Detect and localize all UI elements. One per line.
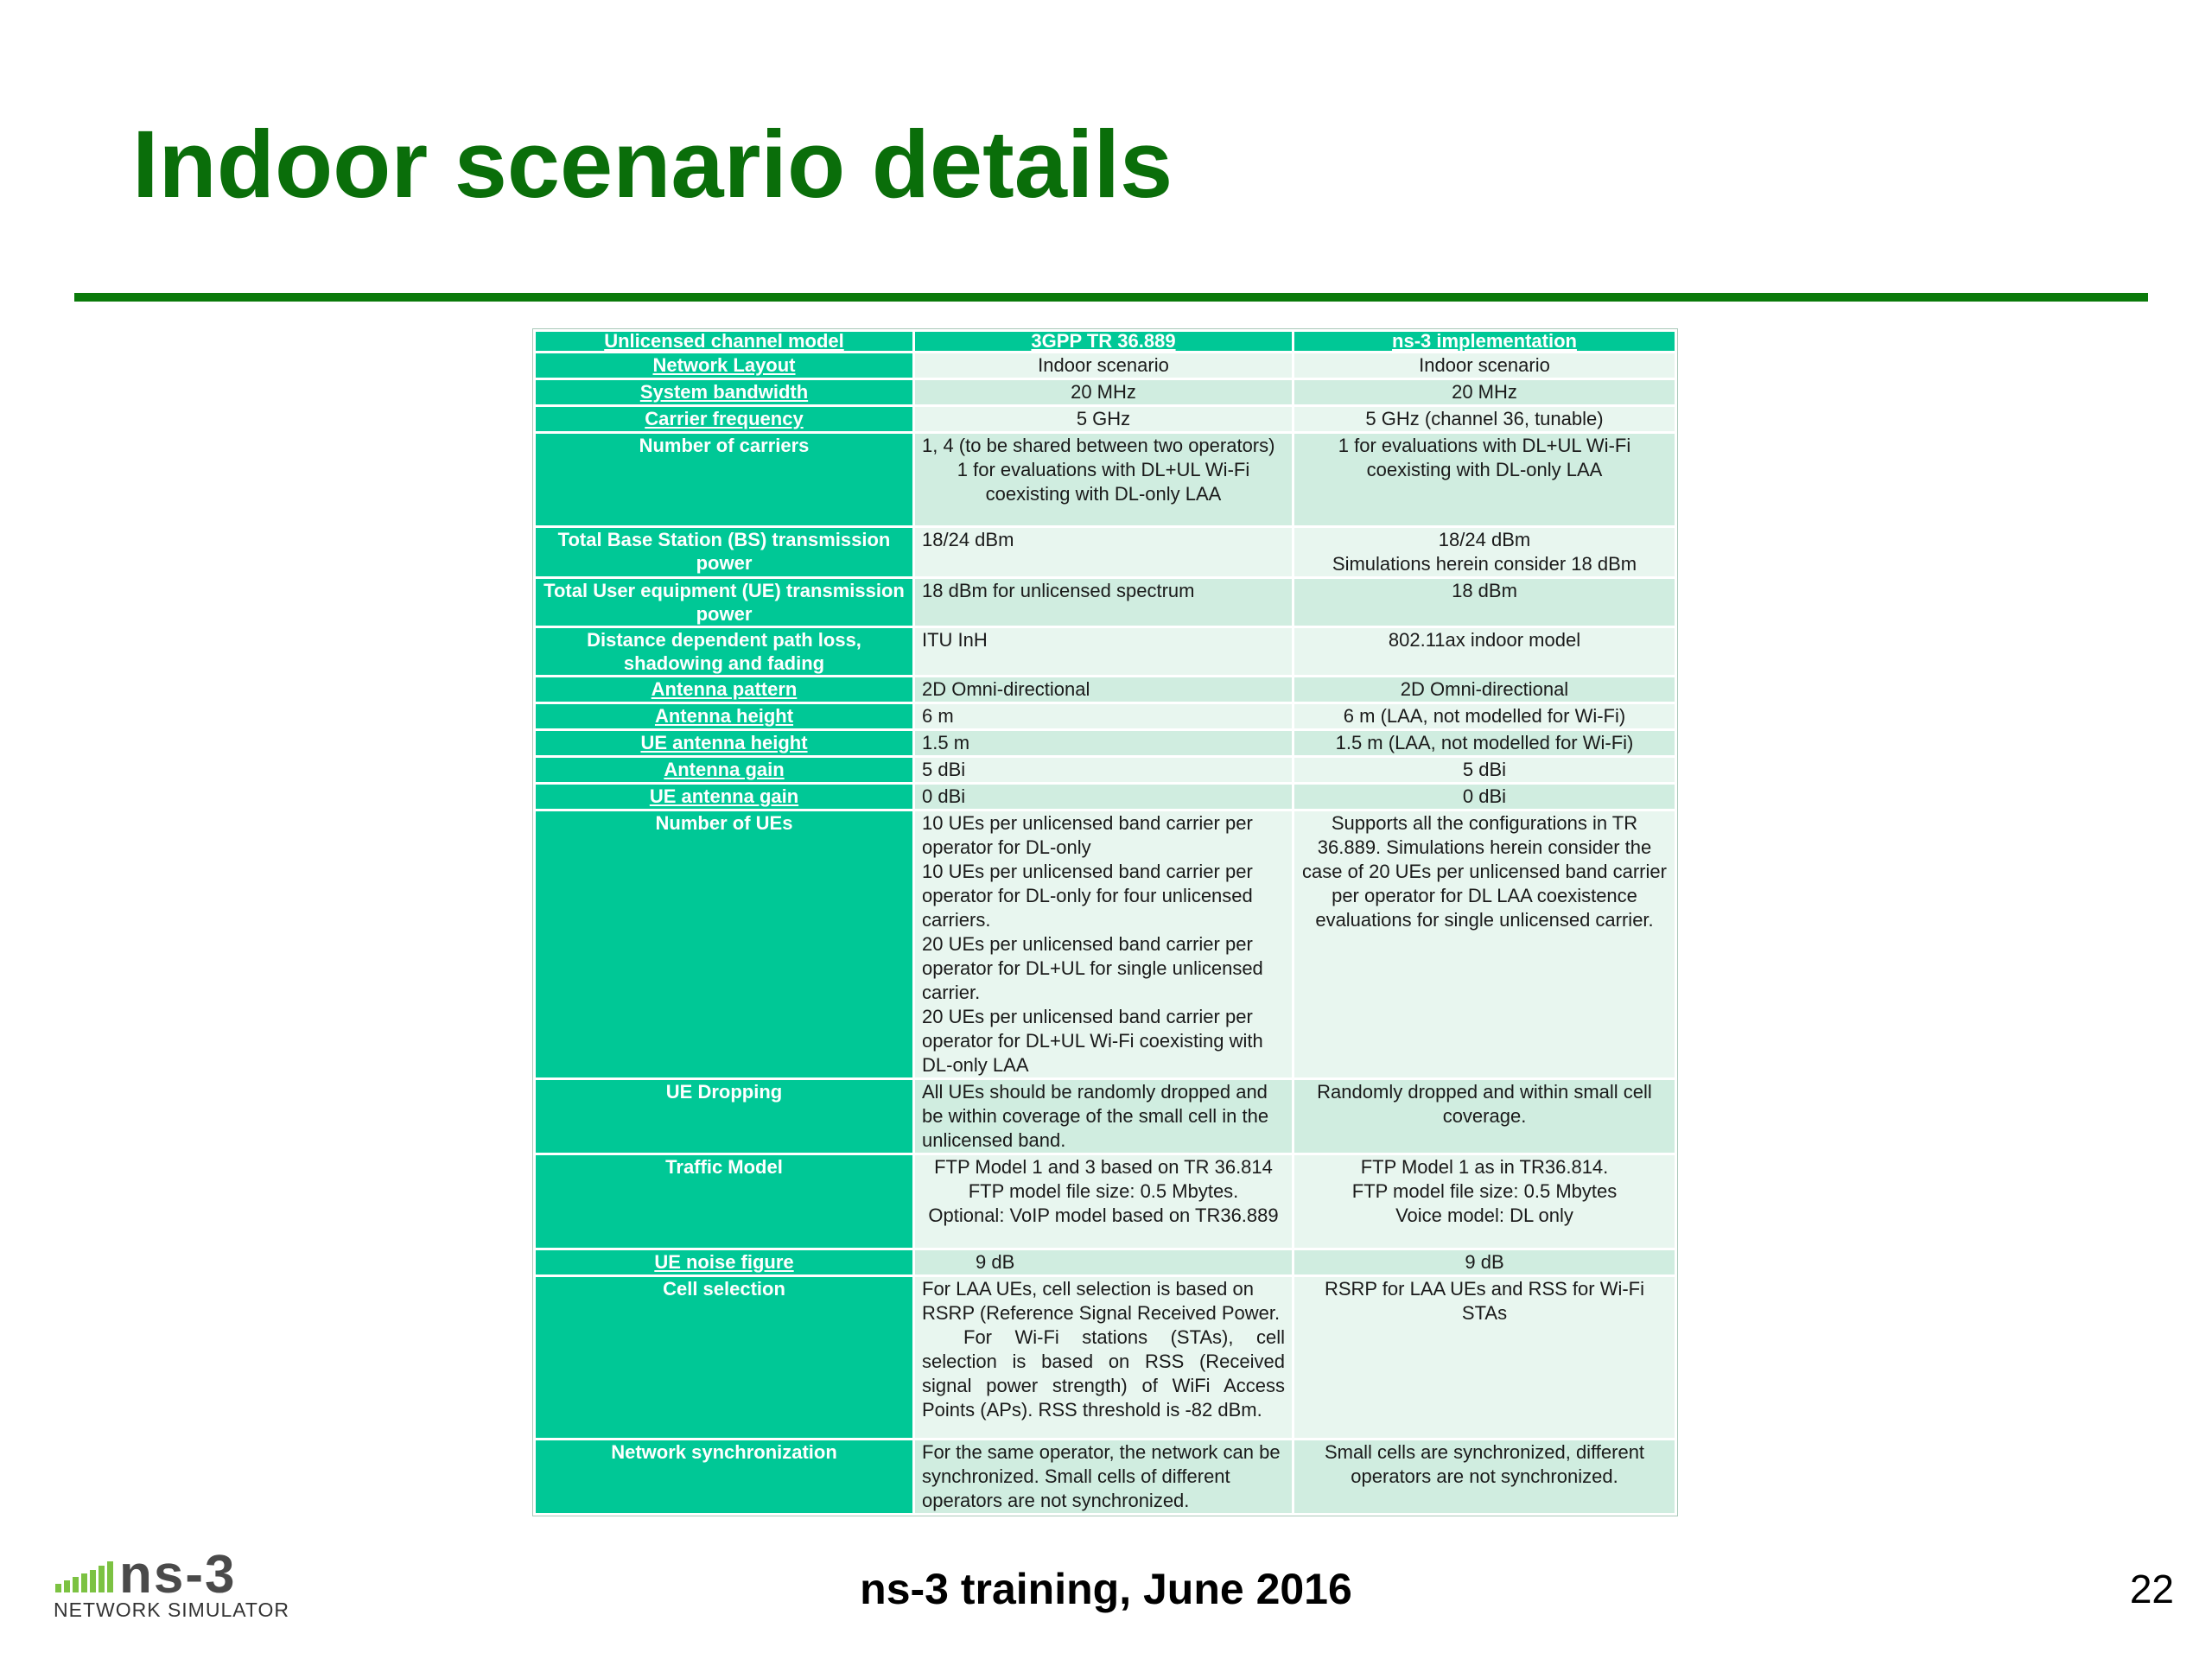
row-label: Network synchronization	[536, 1440, 912, 1513]
page-number: 22	[2129, 1567, 2174, 1611]
cell-ns3: 9 dB	[1294, 1250, 1675, 1274]
cell-3gpp: 0 dBi	[915, 785, 1292, 809]
cell-3gpp: 6 m	[915, 704, 1292, 728]
cell-line: Simulations herein consider 18 dBm	[1332, 553, 1637, 575]
cell-ns3: 6 m (LAA, not modelled for Wi-Fi)	[1294, 704, 1675, 728]
table-row	[536, 1155, 1675, 1248]
row-label: Antenna gain	[536, 758, 912, 782]
cell-line: For Wi-Fi stations (STAs), cell selection is based on RSS (Received signal power strength) of WiFi Access Points (APs). RSS threshold is -82 dBm.	[922, 1326, 1285, 1421]
row-label: Carrier frequency	[536, 407, 912, 431]
row-label: Cell selection	[536, 1277, 912, 1438]
cell-3gpp: All UEs should be randomly dropped and be within coverage of the small cell in the unlicensed band.	[915, 1080, 1292, 1153]
cell-3gpp: 5 GHz	[915, 407, 1292, 431]
table-row	[536, 528, 1675, 576]
cell-3gpp	[915, 1155, 1292, 1248]
table-row	[536, 785, 1675, 809]
header-ns3: ns-3 implementation	[1294, 332, 1675, 351]
cell-ns3: 5 GHz (channel 36, tunable)	[1294, 407, 1675, 431]
table-header-row	[536, 332, 1675, 351]
cell-3gpp: 5 dBi	[915, 758, 1292, 782]
cell-3gpp	[915, 1277, 1292, 1438]
cell-line: FTP Model 1 as in TR36.814.	[1360, 1156, 1609, 1178]
cell-ns3: 1.5 m (LAA, not modelled for Wi-Fi)	[1294, 731, 1675, 755]
cell-3gpp	[915, 434, 1292, 525]
table-row	[536, 1080, 1675, 1153]
spec-table	[533, 329, 1677, 1516]
row-label: UE noise figure	[536, 1250, 912, 1274]
table-row	[536, 434, 1675, 525]
cell-ns3: 0 dBi	[1294, 785, 1675, 809]
cell-ns3	[1294, 528, 1675, 576]
logo-subtitle: NETWORK SIMULATOR	[54, 1599, 289, 1621]
cell-ns3: 20 MHz	[1294, 380, 1675, 404]
table-row	[536, 811, 1675, 1077]
cell-line: For LAA UEs, cell selection is based on RSRP (Reference Signal Received Power.	[922, 1278, 1281, 1324]
spec-table-container	[532, 328, 1678, 1516]
cell-3gpp	[915, 811, 1292, 1077]
cell-line: 10 UEs per unlicensed band carrier per operator for DL-only	[922, 812, 1253, 858]
row-label: Traffic Model	[536, 1155, 912, 1248]
cell-ns3: RSRP for LAA UEs and RSS for Wi-Fi STAs	[1294, 1277, 1675, 1438]
table-row	[536, 1440, 1675, 1513]
table-row	[536, 407, 1675, 431]
row-label: Total User equipment (UE) transmission power	[536, 579, 912, 626]
cell-line: 18/24 dBm	[1438, 529, 1531, 550]
cell-line: 10 UEs per unlicensed band carrier per operator for DL-only for four unlicensed carriers.	[922, 861, 1253, 931]
row-label: UE antenna height	[536, 731, 912, 755]
table-row	[536, 677, 1675, 702]
header-channel-model: Unlicensed channel model	[536, 332, 912, 351]
table-row	[536, 380, 1675, 404]
table-row	[536, 579, 1675, 626]
row-label: Antenna height	[536, 704, 912, 728]
cell-line: 1 for evaluations with DL+UL Wi-Fi coexisting with DL-only LAA	[957, 459, 1250, 505]
row-label: Total Base Station (BS) transmission power	[536, 528, 912, 576]
cell-line: Optional: VoIP model based on TR36.889	[928, 1205, 1279, 1226]
cell-3gpp: 9 dB	[915, 1250, 1292, 1274]
cell-3gpp: 18/24 dBm	[915, 528, 1292, 576]
cell-ns3: 5 dBi	[1294, 758, 1675, 782]
row-label: System bandwidth	[536, 380, 912, 404]
row-label: Antenna pattern	[536, 677, 912, 702]
cell-3gpp: Indoor scenario	[915, 353, 1292, 378]
table-row	[536, 704, 1675, 728]
cell-line: 20 UEs per unlicensed band carrier per operator for DL+UL Wi-Fi coexisting with DL-only LAA	[922, 1006, 1263, 1076]
cell-line: FTP Model 1 and 3 based on TR 36.814 FTP model file size: 0.5 Mbytes.	[934, 1156, 1273, 1202]
logo-wordmark: ns-3	[119, 1545, 237, 1605]
table-row	[536, 628, 1675, 675]
row-label: UE antenna gain	[536, 785, 912, 809]
cell-3gpp: 20 MHz	[915, 380, 1292, 404]
cell-3gpp: ITU InH	[915, 628, 1292, 675]
cell-ns3: Small cells are synchronized, different operators are not synchronized.	[1294, 1440, 1675, 1513]
cell-3gpp: 2D Omni-directional	[915, 677, 1292, 702]
cell-line: 1, 4 (to be shared between two operators)	[922, 435, 1275, 456]
cell-line: 20 UEs per unlicensed band carrier per operator for DL+UL for single unlicensed carrier.	[922, 933, 1263, 1003]
table-row	[536, 353, 1675, 378]
cell-line: FTP model file size: 0.5 Mbytes	[1351, 1180, 1618, 1202]
cell-ns3: Randomly dropped and within small cell coverage.	[1294, 1080, 1675, 1153]
cell-ns3: 1 for evaluations with DL+UL Wi-Fi coexisting with DL-only LAA	[1294, 434, 1675, 525]
table-row	[536, 1277, 1675, 1438]
cell-ns3: Indoor scenario	[1294, 353, 1675, 378]
header-3gpp: 3GPP TR 36.889	[915, 332, 1292, 351]
cell-line: Voice model: DL only	[1395, 1205, 1573, 1226]
cell-3gpp: 1.5 m	[915, 731, 1292, 755]
cell-ns3: 802.11ax indoor model	[1294, 628, 1675, 675]
cell-3gpp: For the same operator, the network can be synchronized. Small cells of different operators are not synchronized.	[915, 1440, 1292, 1513]
row-label: Distance dependent path loss, shadowing and fading	[536, 628, 912, 675]
table-row	[536, 731, 1675, 755]
row-label: Number of carriers	[536, 434, 912, 525]
cell-ns3	[1294, 1155, 1675, 1248]
footer-text: ns-3 training, June 2016	[860, 1565, 1352, 1613]
table-row	[536, 1250, 1675, 1274]
row-label: Network Layout	[536, 353, 912, 378]
table-row	[536, 758, 1675, 782]
cell-3gpp: 18 dBm for unlicensed spectrum	[915, 579, 1292, 626]
title-divider	[74, 293, 2148, 302]
slide-title: Indoor scenario details	[132, 111, 1173, 218]
row-label: UE Dropping	[536, 1080, 912, 1153]
cell-ns3: 2D Omni-directional	[1294, 677, 1675, 702]
cell-ns3: Supports all the configurations in TR 36.889. Simulations herein consider the case of 20 UEs per unlicensed band carrier per operator for DL LAA coexistence evaluations for single unlicensed carrier.	[1294, 811, 1675, 1077]
cell-ns3: 18 dBm	[1294, 579, 1675, 626]
row-label: Number of UEs	[536, 811, 912, 1077]
